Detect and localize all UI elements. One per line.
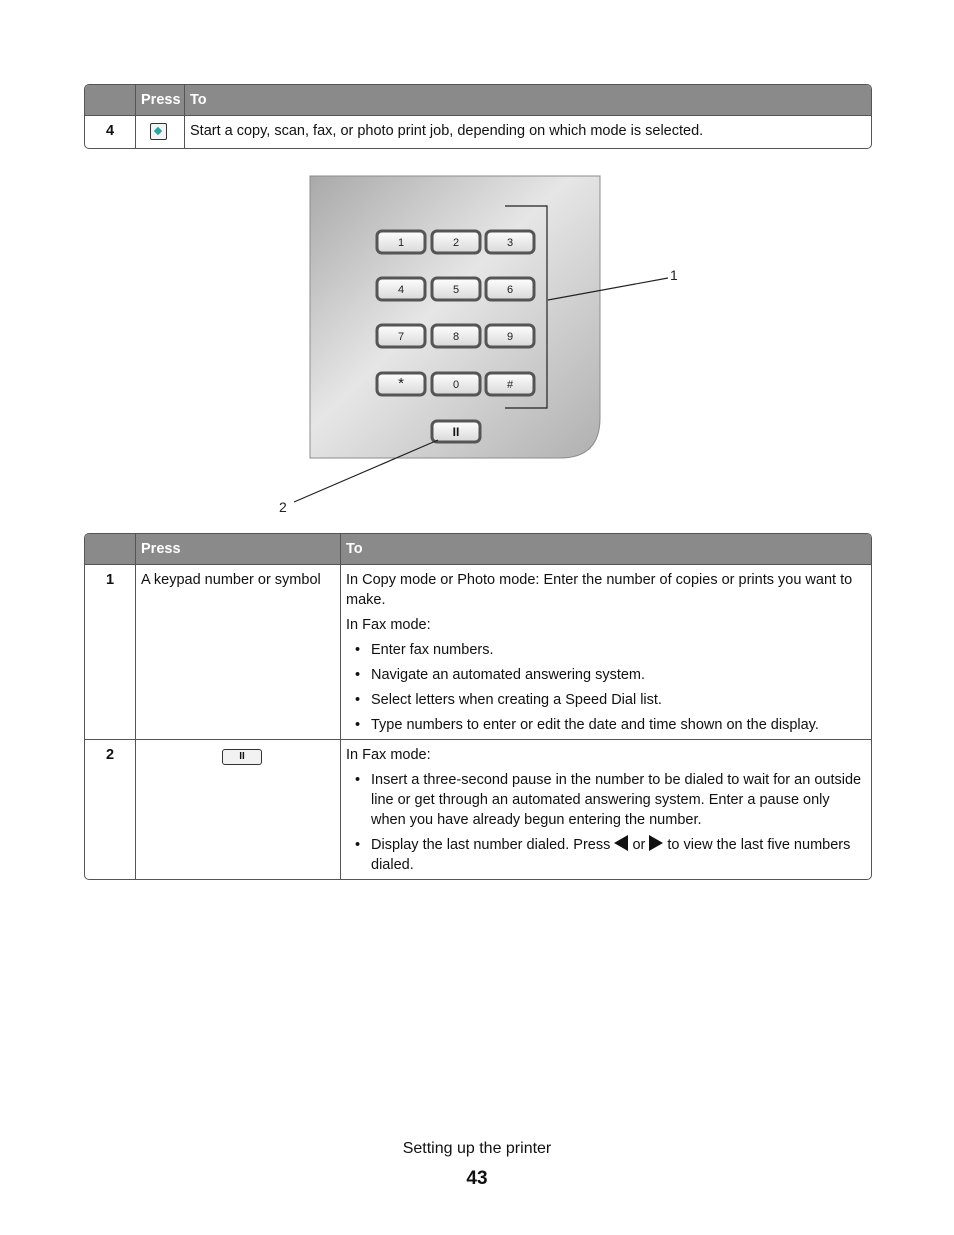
page-number: 43 (466, 1168, 488, 1189)
press-cell (136, 740, 341, 879)
left-arrow-icon (614, 835, 628, 851)
keypad-panel (310, 176, 600, 458)
table-row (85, 564, 871, 739)
keypad-key-label: 8 (452, 331, 460, 343)
table-row (85, 115, 871, 148)
pause-list (346, 770, 866, 875)
header-press: Press (136, 534, 341, 564)
list-item: • Display the last number dialed. Press or to view the last five numbers dialed. (355, 837, 851, 873)
fax-mode-list (346, 640, 866, 735)
keypad-key-label: # (506, 379, 514, 391)
row-number: 1 (85, 565, 136, 739)
keypad-key-label: * (398, 375, 404, 392)
keypad-key-label: 9 (506, 331, 514, 343)
footer-section-title: Setting up the printer (402, 1140, 552, 1157)
right-arrow-icon (649, 835, 663, 851)
header-to: To (190, 92, 207, 108)
keypad-key-label: 3 (506, 237, 514, 249)
to-cell: Start a copy, scan, fax, or photo print job, depending on which mode is selected. (190, 123, 704, 139)
table-header (85, 85, 871, 115)
table-row (85, 739, 871, 879)
list-item: • Select letters when creating a Speed Dial list. (355, 692, 662, 708)
callout-label-2: 2 (279, 499, 287, 515)
press-cell (136, 116, 185, 148)
keypad-key-label: 0 (452, 379, 460, 391)
row-number: 2 (85, 740, 136, 879)
to-cell (341, 740, 871, 879)
fax-mode-label: In Fax mode: (346, 747, 431, 763)
copy-photo-mode-text: In Copy mode or Photo mode: Enter the number of copies or prints you want to make. (346, 572, 853, 608)
keypad-figure (270, 170, 690, 530)
header-press: Press (136, 85, 185, 115)
start-icon (150, 123, 167, 140)
list-item: • Enter fax numbers. (355, 642, 494, 658)
keypad-key-label: 5 (452, 284, 460, 296)
keypad-key-label: 2 (452, 237, 460, 249)
keypad-key-label: 7 (397, 331, 405, 343)
pause-button-icon: II (222, 749, 262, 765)
list-item: • Navigate an automated answering system. (355, 667, 646, 683)
to-cell (341, 565, 871, 739)
table-header (85, 534, 871, 564)
keypad-key-label: 6 (506, 284, 514, 296)
press-cell: A keypad number or symbol (136, 565, 341, 739)
fax-mode-label: In Fax mode: (346, 617, 431, 633)
callout-label-1: 1 (670, 267, 678, 283)
header-to: To (346, 541, 363, 557)
list-item: • Insert a three-second pause in the number to be dialed to wait for an outside line or get through an automated answering system. Enter a pause only when you have already begun entering the number. (355, 772, 862, 828)
keypad-key-label: 1 (397, 237, 405, 249)
row-number: 4 (85, 116, 136, 148)
pause-key-glyph: II (452, 425, 460, 439)
list-item: • Type numbers to enter or edit the date and time shown on the display. (355, 717, 819, 733)
keypad-key-label: 4 (397, 284, 405, 296)
press-table-top (84, 84, 872, 149)
press-table-keypad (84, 533, 872, 880)
